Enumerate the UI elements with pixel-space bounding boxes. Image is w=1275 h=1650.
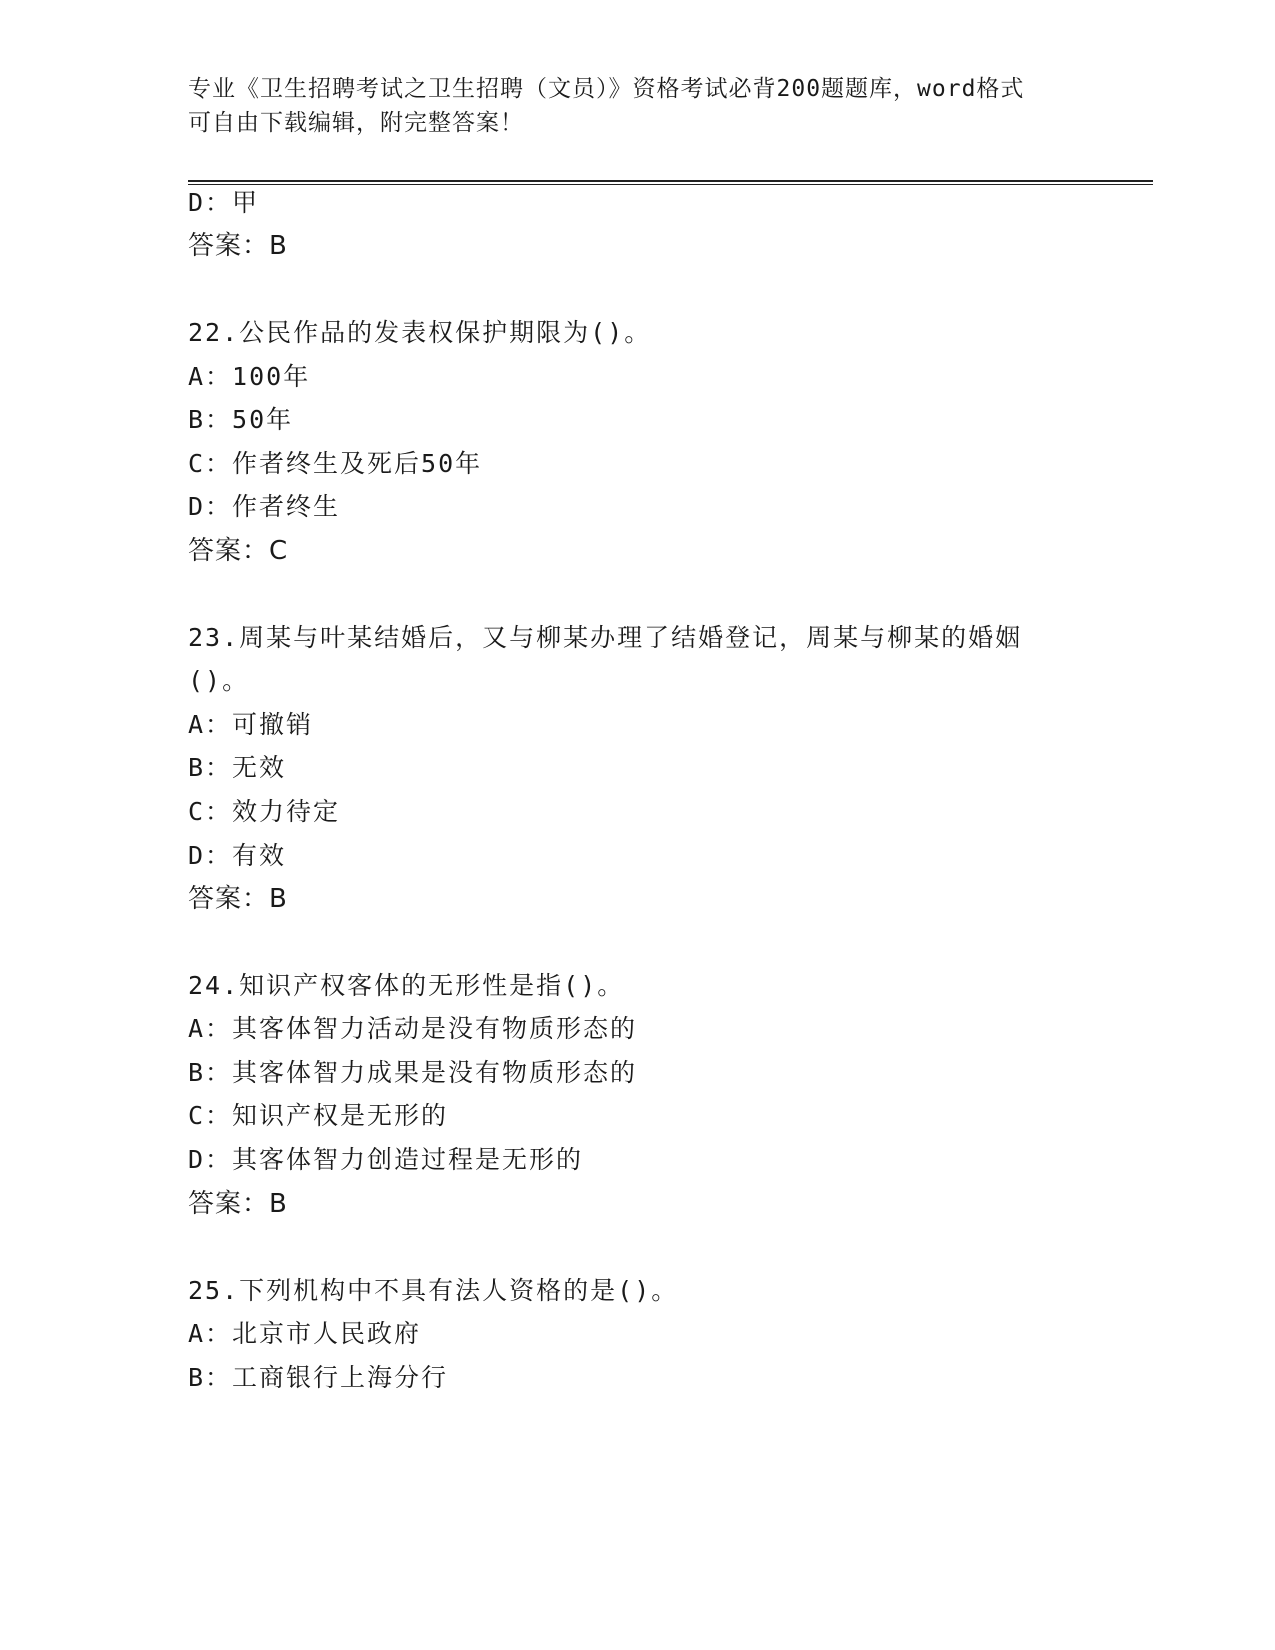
question-stem-continued: ()。	[188, 666, 250, 695]
question-stem: 25.下列机构中不具有法人资格的是()。	[188, 1276, 679, 1305]
option-a: A：北京市人民政府	[188, 1319, 422, 1348]
question-stem: 22.公民作品的发表权保护期限为()。	[188, 318, 652, 347]
option-b: B：其客体智力成果是没有物质形态的	[188, 1058, 638, 1087]
option-d: D：甲	[188, 188, 260, 217]
answer-label: 答案：B	[188, 884, 288, 914]
option-a: A：100年	[188, 362, 311, 391]
option-b: B：50年	[188, 405, 294, 434]
option-c: C：知识产权是无形的	[188, 1101, 449, 1130]
option-a: A：其客体智力活动是没有物质形态的	[188, 1014, 638, 1043]
question-stem: 23.周某与叶某结婚后，又与柳某办理了结婚登记，周某与柳某的婚姻	[188, 623, 1023, 652]
header-title-line-2: 可自由下载编辑，附完整答案！	[188, 110, 524, 136]
answer-label: 答案：B	[188, 1189, 288, 1219]
header-divider	[188, 180, 1153, 185]
option-c: C：效力待定	[188, 797, 341, 826]
option-a: A：可撤销	[188, 710, 314, 739]
option-d: D：作者终生	[188, 492, 341, 521]
document-header	[188, 72, 1088, 140]
answer-label: 答案：C	[188, 536, 289, 566]
header-title-line-1: 专业《卫生招聘考试之卫生招聘（文员）》资格考试必背200题题库，word格式	[188, 76, 1025, 102]
question-stem: 24.知识产权客体的无形性是指()。	[188, 971, 625, 1000]
option-d: D：有效	[188, 841, 287, 870]
option-b: B：无效	[188, 753, 287, 782]
option-d: D：其客体智力创造过程是无形的	[188, 1145, 584, 1174]
answer-label: 答案：B	[188, 231, 288, 261]
option-c: C：作者终生及死后50年	[188, 449, 483, 478]
option-b: B：工商银行上海分行	[188, 1363, 449, 1392]
